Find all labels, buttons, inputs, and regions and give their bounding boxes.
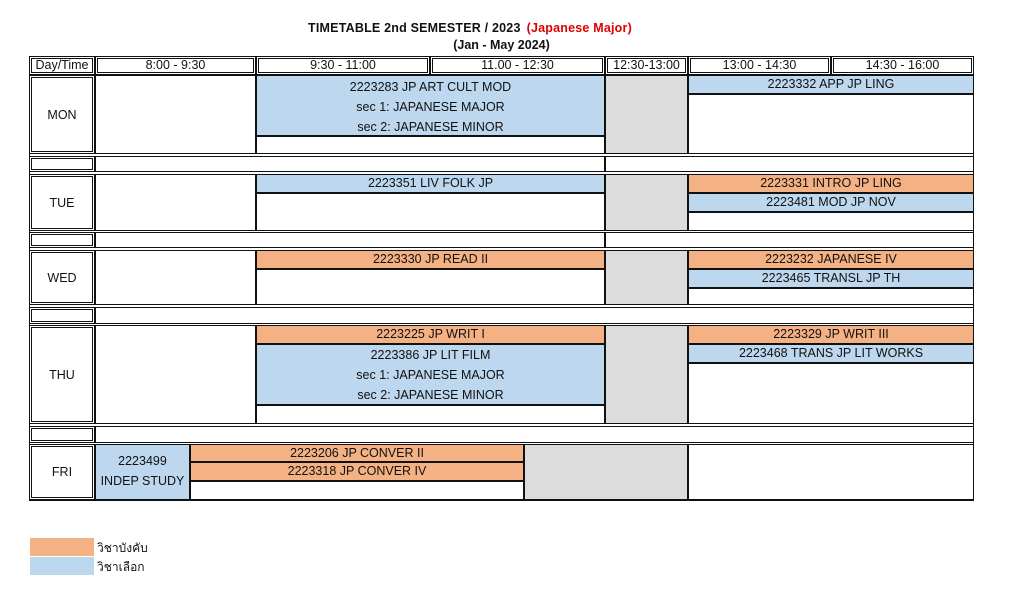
mon-course-app-jp-ling: 2223332 APP JP LING: [688, 75, 974, 94]
course-line: 2223283 JP ART CULT MOD: [349, 80, 512, 94]
spacer-row: [29, 232, 95, 248]
header-day-time: Day/Time: [29, 56, 95, 75]
wed-slot-1: [95, 250, 256, 305]
wed-am-empty: [256, 269, 605, 305]
title-main: TIMETABLE 2nd SEMESTER / 2023: [308, 21, 521, 35]
timetable-period: (Jan - May 2024): [453, 38, 550, 52]
course-line: 2223499: [118, 454, 167, 468]
mon-pm-empty: [688, 94, 974, 154]
wed-break: [605, 250, 688, 305]
mon-break: [605, 75, 688, 154]
header-slot-4: 12:30-13:00: [605, 56, 688, 75]
course-line: sec 2: JAPANESE MINOR: [357, 388, 504, 402]
day-mon: MON: [29, 75, 95, 154]
day-tue: TUE: [29, 174, 95, 231]
legend-elective-swatch: [30, 557, 94, 575]
thu-slot-1: [95, 325, 256, 424]
wed-course-jp-read: 2223330 JP READ II: [256, 250, 605, 269]
tue-course-mod-jp-nov: 2223481 MOD JP NOV: [688, 193, 974, 212]
thu-am-empty: [256, 405, 605, 424]
spacer-row: [95, 426, 974, 443]
fri-course-indep-study: [95, 444, 190, 500]
thu-pm-empty: [688, 363, 974, 424]
course-line: sec 2: JAPANESE MINOR: [357, 120, 504, 134]
thu-course-jp-writ-iii: 2223329 JP WRIT III: [688, 325, 974, 344]
tue-course-intro-jp-ling: 2223331 INTRO JP LING: [688, 174, 974, 193]
course-line: INDEP STUDY: [100, 474, 185, 488]
header-slot-5: 13:00 - 14:30: [688, 56, 831, 75]
spacer-row: [29, 156, 95, 172]
tue-am-empty: [256, 193, 605, 231]
spacer-row: [29, 426, 95, 443]
spacer-row: [95, 307, 974, 324]
tue-course-liv-folk: 2223351 LIV FOLK JP: [256, 174, 605, 193]
fri-am-empty: [190, 481, 524, 500]
legend-elective-label: วิชาเลือก: [97, 560, 145, 574]
spacer-row: [29, 307, 95, 324]
tue-pm-empty: [688, 212, 974, 231]
thu-course-trans-jp-lit: 2223468 TRANS JP LIT WORKS: [688, 344, 974, 363]
spacer-row: [605, 232, 974, 248]
course-line: 2223386 JP LIT FILM: [370, 348, 491, 362]
day-wed: WED: [29, 250, 95, 305]
title-major: (Japanese Major): [526, 21, 632, 35]
thu-course-jp-writ-i: 2223225 JP WRIT I: [256, 325, 605, 344]
mon-am-empty: [256, 136, 605, 154]
spacer-row: [95, 156, 605, 172]
mon-slot-1: [95, 75, 256, 154]
spacer-row: [95, 232, 605, 248]
header-slot-6: 14:30 - 16:00: [831, 56, 974, 75]
course-line: sec 1: JAPANESE MAJOR: [356, 100, 505, 114]
thu-break: [605, 325, 688, 424]
legend-required-swatch: [30, 538, 94, 556]
course-line: sec 1: JAPANESE MAJOR: [356, 368, 505, 382]
legend-required-label: วิชาบังคับ: [97, 541, 148, 555]
day-fri: FRI: [29, 444, 95, 500]
mon-course-art-cult: [256, 75, 605, 136]
thu-course-jp-lit-film: [256, 344, 605, 405]
tue-slot-1: [95, 174, 256, 231]
header-slot-2: 9:30 - 11:00: [256, 56, 430, 75]
spacer-row: [605, 156, 974, 172]
wed-pm-empty: [688, 288, 974, 305]
fri-pm-empty: [688, 444, 974, 500]
fri-course-jp-conver-iv: 2223318 JP CONVER IV: [190, 462, 524, 481]
fri-course-jp-conver-ii: 2223206 JP CONVER II: [190, 444, 524, 462]
wed-course-transl-jp-th: 2223465 TRANSL JP TH: [688, 269, 974, 288]
day-thu: THU: [29, 325, 95, 424]
tue-break: [605, 174, 688, 231]
timetable-title: [0, 21, 940, 35]
fri-break: [524, 444, 688, 500]
header-slot-3: 11.00 - 12:30: [430, 56, 605, 75]
wed-course-japanese-iv: 2223232 JAPANESE IV: [688, 250, 974, 269]
header-slot-1: 8:00 - 9:30: [95, 56, 256, 75]
